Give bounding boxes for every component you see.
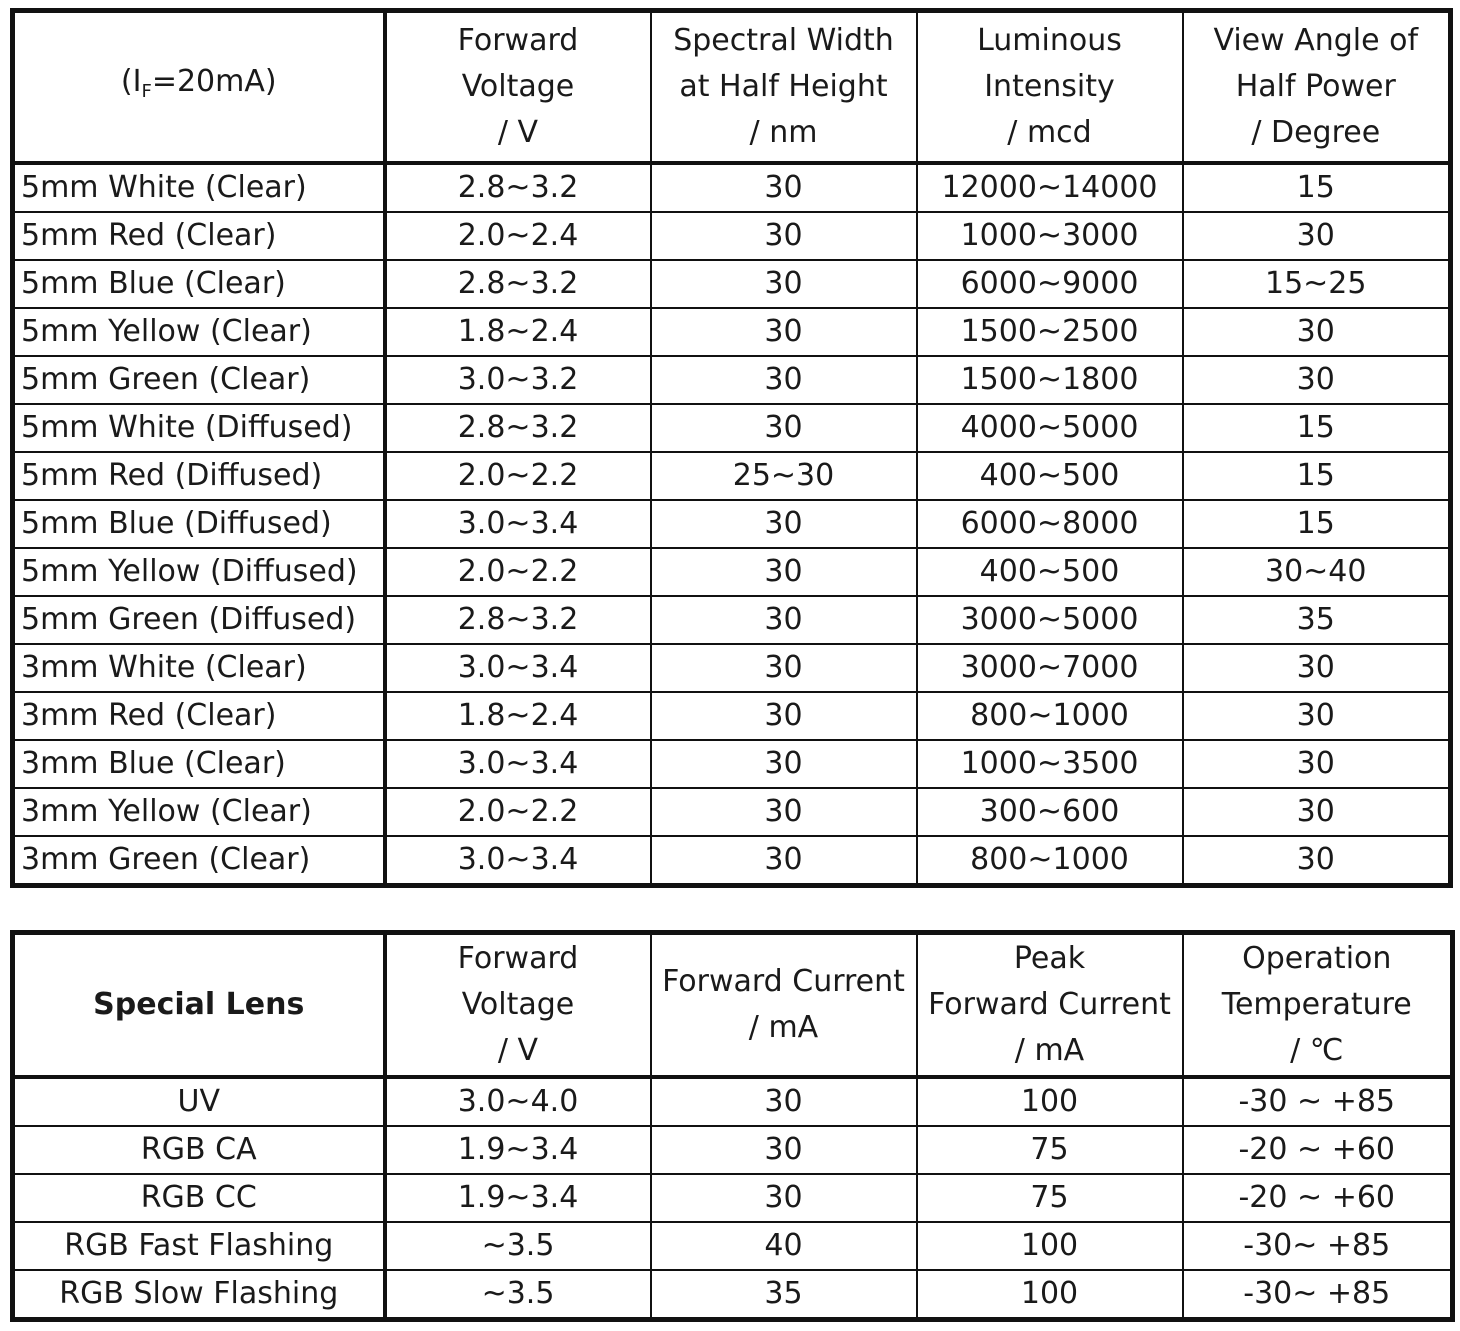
header-view-angle: View Angle of Half Power / Degree — [1183, 11, 1451, 164]
cell-col3: 30 — [651, 404, 917, 452]
cell-col5: 30 — [1183, 356, 1451, 404]
cell-col4: 3000~7000 — [917, 644, 1183, 692]
cell-col2: 3.0~4.0 — [385, 1077, 651, 1126]
cell-col3: 25~30 — [651, 452, 917, 500]
row-label: 3mm White (Clear) — [13, 644, 385, 692]
cell-col5: 30 — [1183, 740, 1451, 788]
row-label: RGB CA — [13, 1126, 385, 1174]
cell-col2: 1.8~2.4 — [385, 692, 651, 740]
row-label: 5mm White (Diffused) — [13, 404, 385, 452]
cell-col2: 2.8~3.2 — [385, 260, 651, 308]
header-peak-forward-current: Peak Forward Current / mA — [917, 933, 1183, 1078]
cell-col3: 30 — [651, 500, 917, 548]
cell-col5: 15~25 — [1183, 260, 1451, 308]
cell-col4: 6000~8000 — [917, 500, 1183, 548]
cell-col3: 30 — [651, 1174, 917, 1222]
cell-col3: 30 — [651, 1077, 917, 1126]
cell-col5: 30~40 — [1183, 548, 1451, 596]
row-label: 5mm Yellow (Diffused) — [13, 548, 385, 596]
table-row — [13, 356, 1451, 404]
cell-col2: 3.0~3.4 — [385, 644, 651, 692]
header-operation-temperature: Operation Temperature / ℃ — [1183, 933, 1453, 1078]
cell-col3: 30 — [651, 356, 917, 404]
table-row — [13, 308, 1451, 356]
cell-col2: 2.8~3.2 — [385, 404, 651, 452]
row-label: RGB Fast Flashing — [13, 1222, 385, 1270]
row-label: 3mm Blue (Clear) — [13, 740, 385, 788]
table-row — [13, 452, 1451, 500]
header-luminous-intensity: Luminous Intensity / mcd — [917, 11, 1183, 164]
cell-col4: 100 — [917, 1222, 1183, 1270]
row-label: 3mm Red (Clear) — [13, 692, 385, 740]
row-label: 5mm Blue (Diffused) — [13, 500, 385, 548]
header-forward-current: Forward Current / mA — [651, 933, 917, 1078]
table-header-row — [13, 11, 1451, 164]
cell-col4: 1000~3500 — [917, 740, 1183, 788]
table-row — [13, 1126, 1453, 1174]
cell-col5: 35 — [1183, 596, 1451, 644]
cell-col5: 15 — [1183, 163, 1451, 212]
cell-col4: 6000~9000 — [917, 260, 1183, 308]
cell-col5: 15 — [1183, 500, 1451, 548]
cell-col5: -30 ~ +85 — [1183, 1077, 1453, 1126]
table-row — [13, 644, 1451, 692]
table-row — [13, 1174, 1453, 1222]
cell-col5: 30 — [1183, 308, 1451, 356]
special-lens-table — [10, 930, 1455, 1322]
cell-col4: 1500~1800 — [917, 356, 1183, 404]
row-label: 3mm Green (Clear) — [13, 836, 385, 886]
cell-col4: 400~500 — [917, 452, 1183, 500]
table-row — [13, 740, 1451, 788]
cell-col2: ~3.5 — [385, 1222, 651, 1270]
row-label: 5mm White (Clear) — [13, 163, 385, 212]
cell-col3: 30 — [651, 163, 917, 212]
table-row — [13, 163, 1451, 212]
table-row — [13, 260, 1451, 308]
row-label: 5mm Blue (Clear) — [13, 260, 385, 308]
cell-col3: 35 — [651, 1270, 917, 1320]
table-row — [13, 596, 1451, 644]
row-label: 5mm Red (Clear) — [13, 212, 385, 260]
table-row — [13, 836, 1451, 886]
header-condition: $(I_F=20mA)$ — [13, 11, 385, 164]
cell-col2: 2.0~2.2 — [385, 452, 651, 500]
cell-col4: 1500~2500 — [917, 308, 1183, 356]
cell-col4: 3000~5000 — [917, 596, 1183, 644]
cell-col2: 3.0~3.4 — [385, 500, 651, 548]
row-label: 3mm Yellow (Clear) — [13, 788, 385, 836]
cell-col5: 15 — [1183, 404, 1451, 452]
cell-col2: 2.8~3.2 — [385, 596, 651, 644]
cell-col3: 30 — [651, 308, 917, 356]
row-label: RGB CC — [13, 1174, 385, 1222]
row-label: 5mm Green (Diffused) — [13, 596, 385, 644]
cell-col5: 30 — [1183, 644, 1451, 692]
cell-col2: 1.8~2.4 — [385, 308, 651, 356]
cell-col3: 30 — [651, 644, 917, 692]
cell-col5: 30 — [1183, 788, 1451, 836]
cell-col5: -30~ +85 — [1183, 1222, 1453, 1270]
table-row — [13, 212, 1451, 260]
row-label: UV — [13, 1077, 385, 1126]
cell-col2: 2.0~2.2 — [385, 788, 651, 836]
row-label: RGB Slow Flashing — [13, 1270, 385, 1320]
cell-col4: 800~1000 — [917, 692, 1183, 740]
cell-col4: 75 — [917, 1126, 1183, 1174]
cell-col3: 30 — [651, 692, 917, 740]
cell-col3: 30 — [651, 1126, 917, 1174]
row-label: 5mm Red (Diffused) — [13, 452, 385, 500]
cell-col4: 12000~14000 — [917, 163, 1183, 212]
cell-col3: 40 — [651, 1222, 917, 1270]
cell-col4: 400~500 — [917, 548, 1183, 596]
cell-col4: 300~600 — [917, 788, 1183, 836]
cell-col5: 30 — [1183, 692, 1451, 740]
table-row — [13, 1222, 1453, 1270]
cell-col2: 2.8~3.2 — [385, 163, 651, 212]
table-row — [13, 404, 1451, 452]
table-row — [13, 692, 1451, 740]
cell-col5: -20 ~ +60 — [1183, 1174, 1453, 1222]
cell-col3: 30 — [651, 212, 917, 260]
cell-col3: 30 — [651, 740, 917, 788]
cell-col4: 800~1000 — [917, 836, 1183, 886]
table-row — [13, 788, 1451, 836]
cell-col3: 30 — [651, 788, 917, 836]
table-row — [13, 500, 1451, 548]
cell-col2: 2.0~2.4 — [385, 212, 651, 260]
cell-col2: 3.0~3.4 — [385, 836, 651, 886]
cell-col2: 3.0~3.4 — [385, 740, 651, 788]
table-row — [13, 548, 1451, 596]
cell-col5: -30~ +85 — [1183, 1270, 1453, 1320]
cell-col2: 2.0~2.2 — [385, 548, 651, 596]
cell-col4: 1000~3000 — [917, 212, 1183, 260]
row-label: 5mm Yellow (Clear) — [13, 308, 385, 356]
cell-col2: ~3.5 — [385, 1270, 651, 1320]
cell-col4: 100 — [917, 1270, 1183, 1320]
cell-col5: 30 — [1183, 212, 1451, 260]
cell-col5: 15 — [1183, 452, 1451, 500]
cell-col3: 30 — [651, 596, 917, 644]
cell-col3: 30 — [651, 260, 917, 308]
header-spectral-width: Spectral Width at Half Height / nm — [651, 11, 917, 164]
cell-col2: 1.9~3.4 — [385, 1126, 651, 1174]
cell-col3: 30 — [651, 836, 917, 886]
cell-col2: 3.0~3.2 — [385, 356, 651, 404]
cell-col5: -20 ~ +60 — [1183, 1126, 1453, 1174]
cell-col4: 4000~5000 — [917, 404, 1183, 452]
led-specs-table — [10, 8, 1453, 888]
cell-col4: 75 — [917, 1174, 1183, 1222]
header-forward-voltage: Forward Voltage / V — [385, 11, 651, 164]
cell-col5: 30 — [1183, 836, 1451, 886]
table-row — [13, 1077, 1453, 1126]
table-header-row — [13, 933, 1453, 1078]
header-special-lens: Special Lens — [13, 933, 385, 1078]
row-label: 5mm Green (Clear) — [13, 356, 385, 404]
header-forward-voltage: Forward Voltage / V — [385, 933, 651, 1078]
cell-col2: 1.9~3.4 — [385, 1174, 651, 1222]
cell-col4: 100 — [917, 1077, 1183, 1126]
cell-col3: 30 — [651, 548, 917, 596]
table-row — [13, 1270, 1453, 1320]
